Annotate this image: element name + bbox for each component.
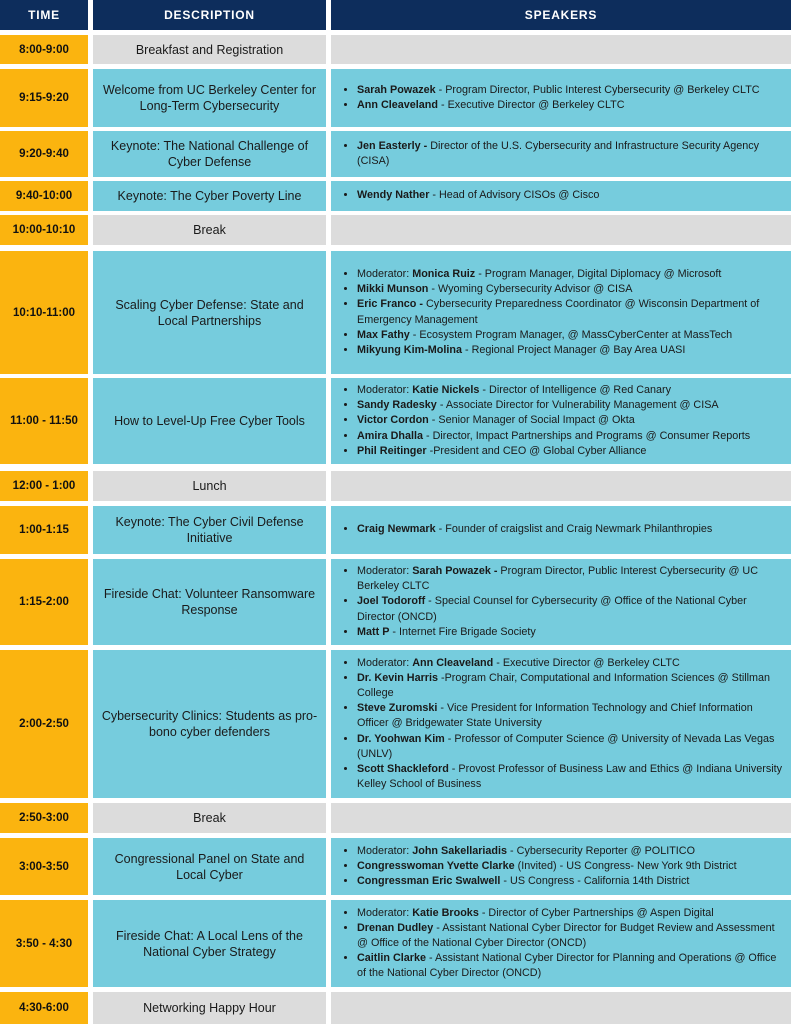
speaker-list	[337, 383, 750, 458]
description-cell: Scaling Cyber Defense: State and Local Partnerships	[93, 251, 326, 374]
speakers-column-header: SPEAKERS	[331, 0, 791, 30]
speaker-prefix: Moderator:	[357, 268, 413, 281]
time-cell: 1:15-2:00	[0, 559, 88, 645]
description-cell: Fireside Chat: A Local Lens of the National Cyber Strategy	[93, 900, 326, 987]
speaker-name: John Sakellariadis	[412, 844, 508, 857]
speaker-item	[357, 267, 785, 282]
description-cell: Break	[93, 803, 326, 833]
speakers-cell	[331, 251, 791, 374]
speaker-role: - Internet Fire Brigade Society	[389, 625, 536, 638]
speaker-role: (Invited) - US Congress- New York 9th District	[514, 859, 737, 872]
speaker-item	[357, 656, 785, 671]
speaker-role: - Founder of craigslist and Craig Newmark Philanthropies	[435, 523, 713, 536]
speaker-role: -President and CEO @ Global Cyber Alliance	[426, 444, 647, 457]
speaker-role: - Director of Cyber Partnerships @ Aspen Digital	[478, 906, 714, 919]
speakers-cell	[331, 838, 791, 895]
speaker-role: - Provost Professor of Business Law and Ethics @ Indiana University Kelley School of Business	[357, 762, 783, 790]
time-cell: 9:15-9:20	[0, 69, 88, 127]
speaker-item	[357, 625, 785, 640]
speaker-list	[337, 139, 785, 169]
time-cell: 4:30-6:00	[0, 992, 88, 1024]
speaker-item	[357, 701, 785, 731]
speaker-item	[357, 413, 750, 428]
speaker-item	[357, 844, 737, 859]
speaker-name: Congressman Eric Swalwell	[357, 875, 501, 888]
description-cell: Lunch	[93, 471, 326, 501]
speaker-item	[357, 343, 785, 358]
speaker-role: - Regional Project Manager @ Bay Area UASI	[461, 343, 686, 356]
speaker-role: - Director, Impact Partnerships and Programs @ Consumer Reports	[423, 429, 751, 442]
speaker-role: - Head of Advisory CISOs @ Cisco	[429, 189, 600, 202]
time-cell: 9:40-10:00	[0, 181, 88, 211]
speaker-item	[357, 444, 750, 459]
speaker-item	[357, 98, 760, 113]
speaker-item	[357, 874, 737, 889]
speaker-name: Dr. Kevin Harris	[357, 672, 439, 685]
speaker-prefix: Moderator:	[357, 384, 413, 397]
speakers-cell	[331, 900, 791, 987]
speaker-role: - Special Counsel for Cybersecurity @ Office of the National Cyber Director (ONCD)	[357, 595, 747, 623]
speaker-item	[357, 188, 599, 203]
time-column-header: TIME	[0, 0, 88, 30]
speaker-name: Congresswoman Yvette Clarke	[357, 859, 515, 872]
speaker-item	[357, 671, 785, 701]
speaker-item	[357, 282, 785, 297]
speaker-name: Caitlin Clarke	[357, 952, 427, 965]
speaker-name: Mikki Munson	[357, 283, 429, 296]
description-cell: Networking Happy Hour	[93, 992, 326, 1024]
speaker-prefix: Moderator:	[357, 906, 413, 919]
speaker-name: Sandy Radesky	[357, 399, 437, 412]
speaker-role: - Director of Intelligence @ Red Canary	[479, 384, 672, 397]
speaker-name: Steve Zuromski	[357, 702, 438, 715]
description-cell: Breakfast and Registration	[93, 35, 326, 64]
speaker-item	[357, 328, 785, 343]
speaker-name: Mikyung Kim-Molina	[357, 343, 462, 356]
speaker-role: - Assistant National Cyber Director for Planning and Operations @ Office of the National Cyber Director (ONCD)	[357, 952, 777, 980]
speaker-role: - Vice President for Information Technology and Chief Information Officer @ Bridgewater State University	[357, 702, 753, 730]
speaker-name: Ann Cleaveland	[357, 99, 438, 111]
speaker-name: Drenan Dudley	[357, 921, 434, 934]
speaker-role: - Program Manager, Digital Diplomacy @ Microsoft	[475, 268, 722, 281]
time-cell: 1:00-1:15	[0, 506, 88, 554]
speaker-role: Director of the U.S. Cybersecurity and Infrastructure Security Agency (CISA)	[357, 139, 760, 167]
speaker-list	[337, 522, 712, 537]
description-cell: Keynote: The Cyber Poverty Line	[93, 181, 326, 211]
speaker-item	[357, 429, 750, 444]
speaker-name: Wendy Nather	[357, 189, 430, 202]
description-cell: Cybersecurity Clinics: Students as pro-bono cyber defenders	[93, 650, 326, 798]
speaker-role: - Associate Director for Vulnerability Management @ CISA	[436, 399, 719, 412]
speaker-role: - Wyoming Cybersecurity Advisor @ CISA	[428, 283, 633, 296]
description-column-header: DESCRIPTION	[93, 0, 326, 30]
speaker-name: Eric Franco -	[357, 298, 423, 311]
speaker-item	[357, 594, 785, 624]
speaker-item	[357, 859, 737, 874]
speaker-role: - Program Director, Public Interest Cybersecurity @ Berkeley CLTC	[435, 83, 760, 96]
speaker-role: Program Director, Public Interest Cybersecurity @ UC Berkeley CLTC	[357, 565, 759, 593]
description-cell: Congressional Panel on State and Local Cyber	[93, 838, 326, 895]
speaker-role: Cybersecurity Preparedness Coordinator @ Wisconsin Department of Emergency Management	[357, 298, 760, 326]
speakers-cell	[331, 471, 791, 501]
speaker-role: - Executive Director @ Berkeley CLTC	[493, 657, 680, 670]
speaker-role: - US Congress - California 14th District	[500, 875, 690, 888]
time-cell: 9:20-9:40	[0, 131, 88, 177]
speaker-item	[357, 398, 750, 413]
speaker-role: - Assistant National Cyber Director for Budget Review and Assessment @ Office of the National Cyber Director (ONCD)	[357, 921, 775, 949]
speaker-item	[357, 564, 785, 594]
speaker-list	[337, 656, 785, 792]
speaker-name: Joel Todoroff	[357, 595, 426, 608]
speaker-name: Matt P	[357, 625, 390, 638]
speakers-cell	[331, 131, 791, 177]
speaker-name: Dr. Yoohwan Kim	[357, 732, 445, 745]
speakers-cell	[331, 215, 791, 245]
speaker-item	[357, 732, 785, 762]
time-cell: 8:00-9:00	[0, 35, 88, 64]
speaker-item	[357, 762, 785, 792]
time-cell: 2:00-2:50	[0, 650, 88, 798]
speaker-list	[337, 564, 785, 639]
speaker-item	[357, 522, 712, 537]
speaker-name: Sarah Powazek -	[412, 565, 498, 578]
description-cell: Keynote: The Cyber Civil Defense Initiative	[93, 506, 326, 554]
speaker-item	[357, 951, 785, 981]
speaker-role: -Program Chair, Computational and Information Sciences @ Stillman College	[357, 672, 771, 700]
time-cell: 11:00 - 11:50	[0, 378, 88, 464]
description-cell: Fireside Chat: Volunteer Ransomware Response	[93, 559, 326, 645]
speakers-cell	[331, 35, 791, 64]
speaker-name: Jen Easterly -	[357, 139, 431, 152]
description-cell: Keynote: The National Challenge of Cyber Defense	[93, 131, 326, 177]
speaker-list	[337, 844, 737, 889]
speaker-name: Katie Brooks	[412, 906, 479, 919]
speakers-cell	[331, 992, 791, 1024]
speaker-prefix: Moderator:	[357, 657, 413, 670]
speaker-name: Victor Cordon	[357, 414, 429, 427]
speakers-cell	[331, 506, 791, 554]
time-cell: 12:00 - 1:00	[0, 471, 88, 501]
speaker-name: Katie Nickels	[412, 384, 480, 397]
description-cell: How to Level-Up Free Cyber Tools	[93, 378, 326, 464]
speakers-cell	[331, 69, 791, 127]
speakers-cell	[331, 378, 791, 464]
speaker-role: - Ecosystem Program Manager, @ MassCyberCenter at MassTech	[409, 328, 733, 341]
speaker-list	[337, 188, 599, 203]
speaker-role: - Professor of Computer Science @ University of Nevada Las Vegas (UNLV)	[357, 732, 775, 760]
speaker-item	[357, 906, 785, 921]
speaker-name: Ann Cleaveland	[412, 657, 494, 670]
time-cell: 3:00-3:50	[0, 838, 88, 895]
speaker-list	[337, 267, 785, 358]
speaker-prefix: Moderator:	[357, 844, 413, 857]
description-cell: Break	[93, 215, 326, 245]
time-cell: 10:00-10:10	[0, 215, 88, 245]
speaker-list	[337, 83, 760, 113]
speaker-name: Monica Ruiz	[412, 268, 476, 281]
speaker-name: Amira Dhalla	[357, 429, 424, 442]
speaker-name: Phil Reitinger	[357, 444, 427, 457]
speaker-item	[357, 83, 760, 98]
speaker-name: Scott Shackleford	[357, 762, 449, 775]
speaker-role: - Executive Director @ Berkeley CLTC	[438, 99, 625, 111]
description-cell: Welcome from UC Berkeley Center for Long-Term Cybersecurity	[93, 69, 326, 127]
speakers-cell	[331, 650, 791, 798]
time-cell: 3:50 - 4:30	[0, 900, 88, 987]
speaker-item	[357, 921, 785, 951]
speaker-name: Craig Newmark	[357, 523, 436, 536]
speaker-prefix: Moderator:	[357, 565, 413, 578]
speaker-name: Max Fathy	[357, 328, 410, 341]
time-cell: 2:50-3:00	[0, 803, 88, 833]
speaker-item	[357, 139, 785, 169]
speaker-name: Sarah Powazek	[357, 83, 436, 96]
speaker-role: - Cybersecurity Reporter @ POLITICO	[507, 844, 696, 857]
speakers-cell	[331, 181, 791, 211]
speaker-item	[357, 297, 785, 327]
speaker-list	[337, 906, 785, 981]
speakers-cell	[331, 559, 791, 645]
time-cell: 10:10-11:00	[0, 251, 88, 374]
speaker-item	[357, 383, 750, 398]
speakers-cell	[331, 803, 791, 833]
speaker-role: - Senior Manager of Social Impact @ Okta	[428, 414, 635, 427]
